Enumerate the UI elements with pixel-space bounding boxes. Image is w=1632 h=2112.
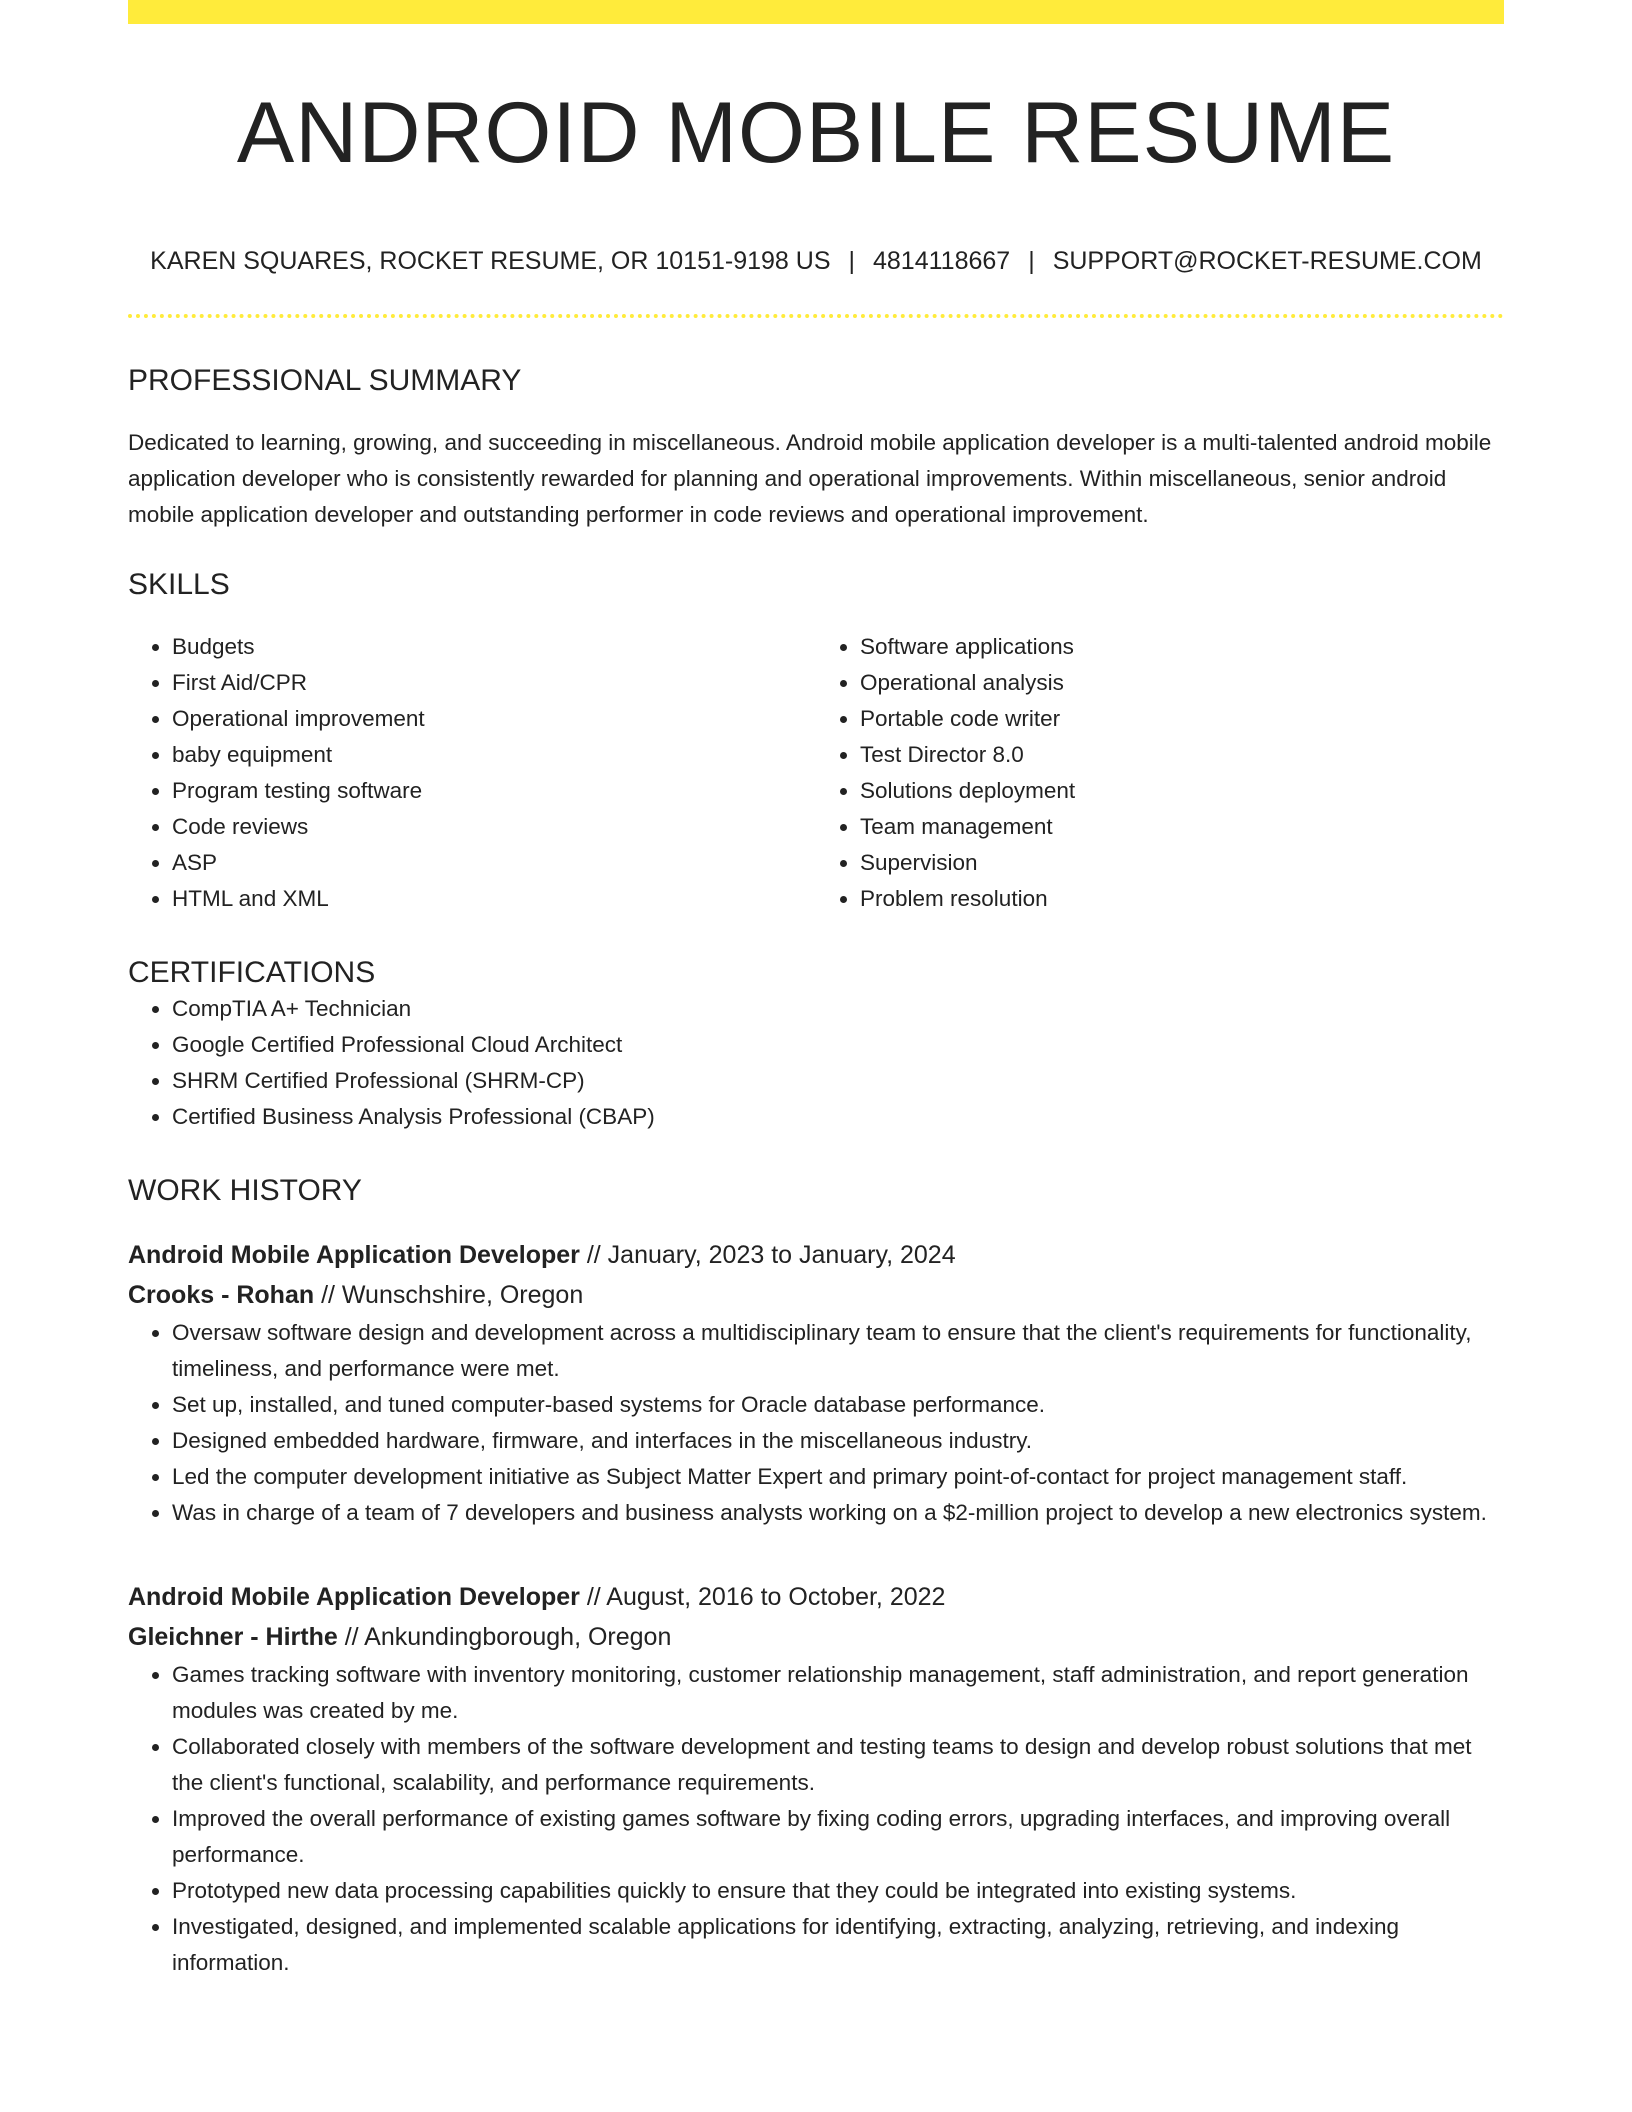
job-dates: // January, 2023 to January, 2024: [579, 1240, 956, 1269]
contact-separator: |: [1028, 246, 1035, 275]
skill-item: • Portable code writer: [860, 701, 1504, 737]
resume-title: ANDROID MOBILE RESUME: [236, 85, 1396, 181]
job-role-line: [128, 1577, 1504, 1617]
job-bullets: [128, 1657, 1504, 1981]
job-role: Android Mobile Application Developer: [128, 1240, 580, 1269]
skill-item: • Team management: [860, 809, 1504, 845]
job-role-line: [128, 1235, 1504, 1275]
job-bullet: • Designed embedded hardware, firmware, and interfaces in the miscellaneous industry.: [172, 1423, 1504, 1459]
job-bullet: • Was in charge of a team of 7 developers and business analysts working on a $2-million project to develop a new electronics system.: [172, 1495, 1504, 1531]
job-bullet: • Collaborated closely with members of the software development and testing teams to design and develop robust solutions that met the client's functional, scalability, and performance requirements.: [172, 1729, 1504, 1801]
skill-item: • HTML and XML: [172, 881, 816, 917]
skill-item: • Operational improvement: [172, 701, 816, 737]
contact-email: SUPPORT@ROCKET-RESUME.COM: [1052, 246, 1482, 275]
job-company: Gleichner - Hirthe: [128, 1622, 338, 1651]
skill-item: • First Aid/CPR: [172, 665, 816, 701]
job-company-line: [128, 1275, 1504, 1315]
skill-item: • baby equipment: [172, 737, 816, 773]
job-company: Crooks - Rohan: [128, 1280, 315, 1309]
contact-address: KAREN SQUARES, ROCKET RESUME, OR 10151-9198 US: [150, 246, 831, 275]
job-entry: [128, 1577, 1504, 1981]
certifications-heading: CERTIFICATIONS: [128, 955, 376, 989]
skill-item: • Problem resolution: [860, 881, 1504, 917]
job-company-line: [128, 1617, 1504, 1657]
job-bullet: • Set up, installed, and tuned computer-based systems for Oracle database performance.: [172, 1387, 1504, 1423]
skill-item: • Budgets: [172, 629, 816, 665]
job-bullet: • Prototyped new data processing capabilities quickly to ensure that they could be integrated into existing systems.: [172, 1873, 1504, 1909]
certifications-list: [128, 991, 1504, 1135]
skills-column-left: [128, 629, 816, 917]
job-location: // Wunschshire, Oregon: [314, 1280, 584, 1309]
skills-list-left: [128, 629, 816, 917]
summary-heading: PROFESSIONAL SUMMARY: [128, 363, 522, 397]
skills-columns: [128, 629, 1504, 917]
job-bullet: • Improved the overall performance of existing games software by fixing coding errors, upgrading interfaces, and improving overall performance.: [172, 1801, 1504, 1873]
job-bullet: • Investigated, designed, and implemented scalable applications for identifying, extracting, analyzing, retrieving, and indexing information.: [172, 1909, 1504, 1981]
dotted-divider: [128, 314, 1504, 318]
job-bullet: • Games tracking software with inventory monitoring, customer relationship management, staff administration, and report generation modules was created by me.: [172, 1657, 1504, 1729]
skill-item: • ASP: [172, 845, 816, 881]
skill-item: • Program testing software: [172, 773, 816, 809]
skills-column-right: [816, 629, 1504, 917]
job-entry: [128, 1235, 1504, 1531]
certification-item: • SHRM Certified Professional (SHRM-CP): [172, 1063, 1504, 1099]
certification-item: • Certified Business Analysis Professional (CBAP): [172, 1099, 1504, 1135]
job-bullets: [128, 1315, 1504, 1531]
skill-item: • Solutions deployment: [860, 773, 1504, 809]
summary-text: Dedicated to learning, growing, and succeeding in miscellaneous. Android mobile application developer is a multi-talented android mobile application developer who is consistently rewarded for planning and operational improvements. Within miscellaneous, senior android mobile application developer and outstanding performer in code reviews and operational improvement.: [128, 429, 1492, 527]
certification-item: • CompTIA A+ Technician: [172, 991, 1504, 1027]
skills-list-right: [816, 629, 1504, 917]
skill-item: • Test Director 8.0: [860, 737, 1504, 773]
job-bullet: • Oversaw software design and development across a multidisciplinary team to ensure that the client's requirements for functionality, timeliness, and performance were met.: [172, 1315, 1504, 1387]
resume-page: [128, 0, 1504, 1981]
job-location: // Ankundingborough, Oregon: [337, 1622, 672, 1651]
top-accent-bar: [128, 0, 1504, 24]
job-role: Android Mobile Application Developer: [128, 1582, 580, 1611]
job-bullet: • Led the computer development initiative as Subject Matter Expert and primary point-of-contact for project management staff.: [172, 1459, 1504, 1495]
work-history-heading: WORK HISTORY: [128, 1173, 362, 1207]
job-dates: // August, 2016 to October, 2022: [579, 1582, 946, 1611]
skills-heading: SKILLS: [128, 567, 230, 601]
contact-line: [128, 246, 1504, 276]
skill-item: • Operational analysis: [860, 665, 1504, 701]
skill-item: • Supervision: [860, 845, 1504, 881]
contact-phone: 4814118667: [873, 246, 1011, 275]
contact-separator: |: [848, 246, 855, 275]
skill-item: • Code reviews: [172, 809, 816, 845]
certification-item: • Google Certified Professional Cloud Architect: [172, 1027, 1504, 1063]
skill-item: • Software applications: [860, 629, 1504, 665]
